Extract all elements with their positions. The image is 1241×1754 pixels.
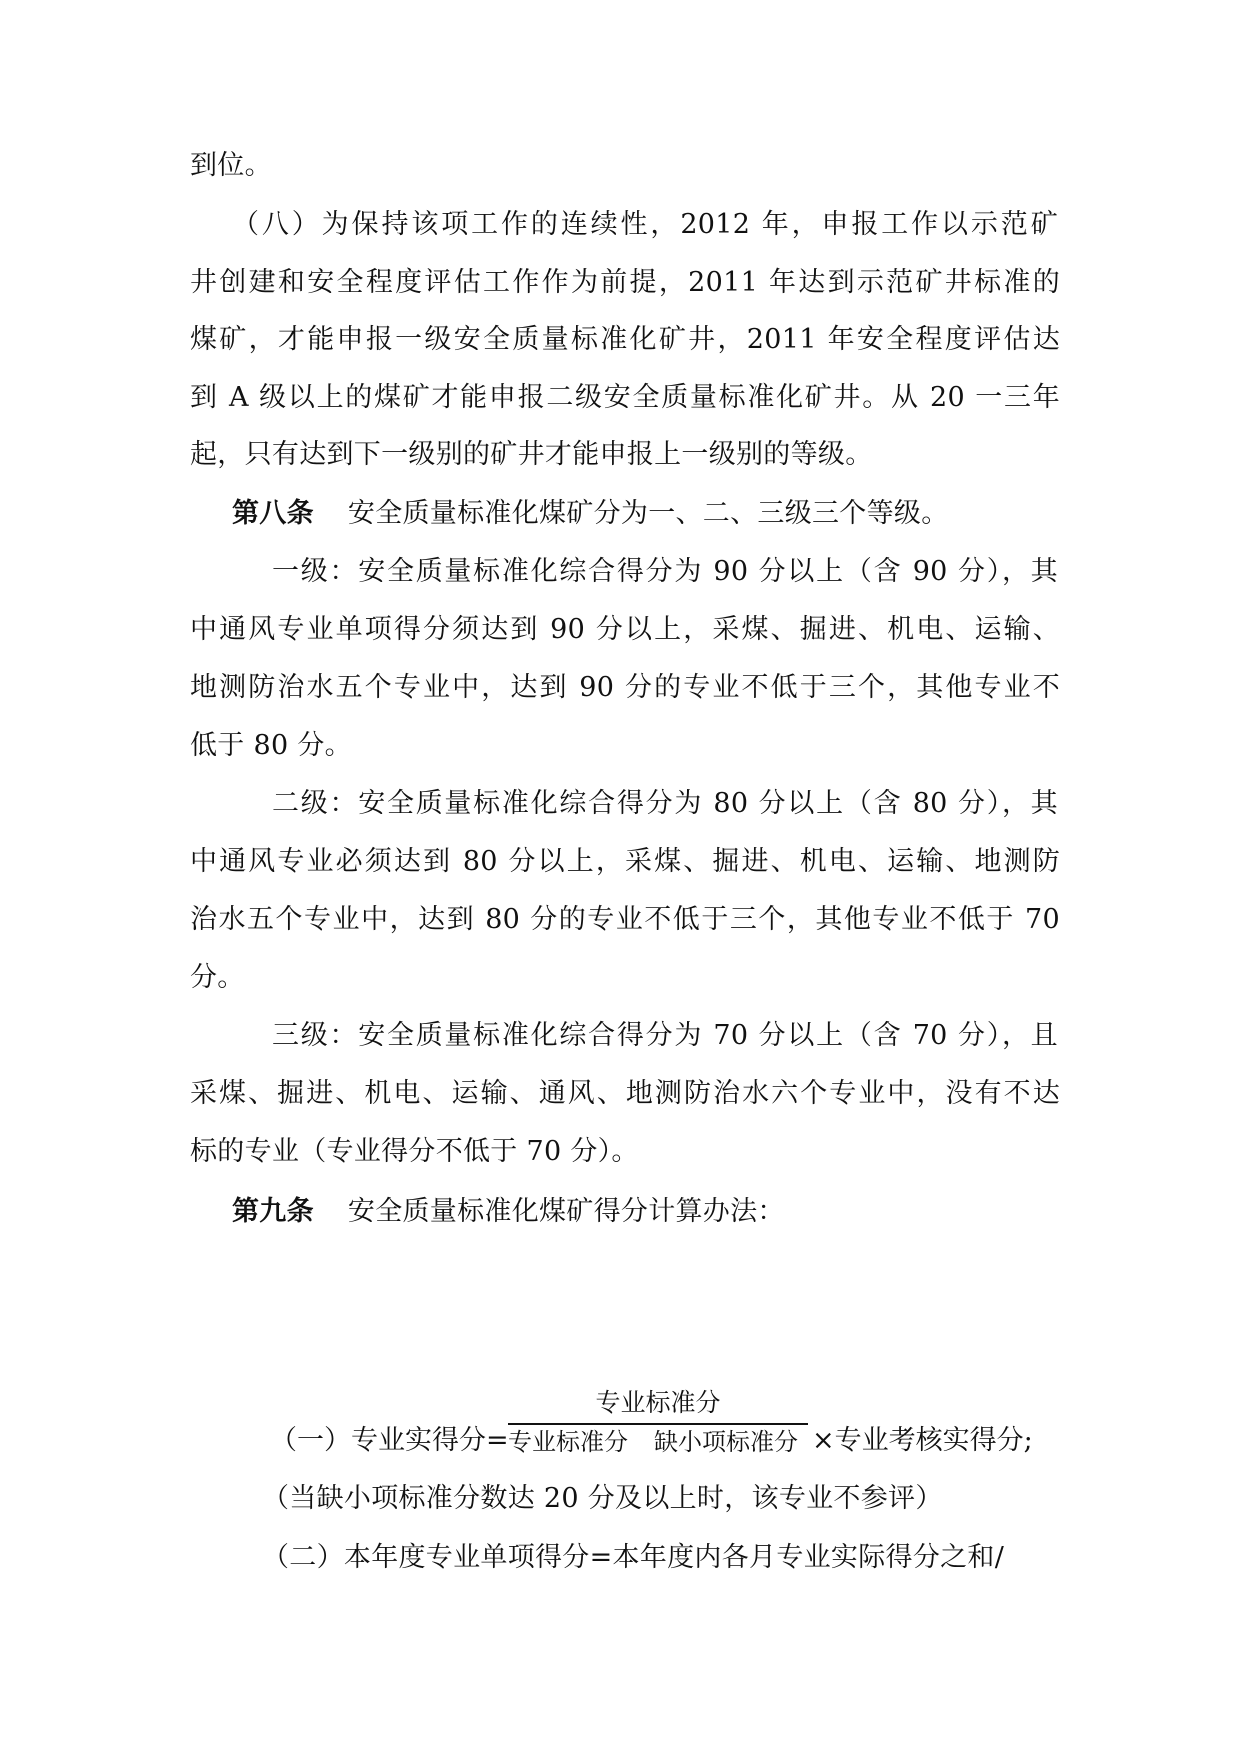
- formula-suffix: ×专业考核实得分;: [812, 1425, 1033, 1456]
- text-line: 到位。: [190, 150, 272, 181]
- formula-denominator: [508, 1425, 808, 1459]
- text-line: 分。: [190, 962, 245, 993]
- article-9-text: 安全质量标准化煤矿得分计算办法：: [347, 1196, 785, 1227]
- text-line: （二）本年度专业单项得分=本年度内各月专业实际得分之和/: [262, 1542, 1005, 1573]
- text-line: （八）为保持该项工作的连续性，2012 年，申报工作以示范矿: [232, 209, 1058, 240]
- article-9: [232, 1192, 1102, 1232]
- article-8-label: 第八条: [232, 498, 314, 529]
- text-line: 低于 80 分。: [190, 730, 352, 761]
- article-8-text: 安全质量标准化煤矿分为一、二、三级三个等级。: [347, 498, 949, 529]
- article-9-label: 第九条: [232, 1196, 314, 1227]
- article-8: [232, 494, 1102, 534]
- formula-note: （当缺小项标准分数达 20 分及以上时，该专业不参评）: [262, 1483, 943, 1514]
- denominator-right: 缺小项标准分: [654, 1428, 798, 1456]
- text-line: 中通风专业单项得分须达到 90 分以上，采煤、掘进、机电、运输、: [190, 614, 1060, 645]
- text-line: 煤矿，才能申报一级安全质量标准化矿井，2011 年安全程度评估达: [190, 324, 1060, 355]
- text-line: 采煤、掘进、机电、运输、通风、地测防治水六个专业中，没有不达: [190, 1078, 1060, 1109]
- text-line: 地测防治水五个专业中，达到 90 分的专业不低于三个，其他专业不: [190, 672, 1060, 703]
- text-line: 到 A 级以上的煤矿才能申报二级安全质量标准化矿井。从 20 一三年: [190, 382, 1060, 413]
- text-line: 标的专业（专业得分不低于 70 分）。: [190, 1136, 639, 1167]
- text-line: 三级：安全质量标准化综合得分为 70 分以上（含 70 分），且: [272, 1020, 1058, 1051]
- text-line: 起，只有达到下一级别的矿井才能申报上一级别的等级。: [190, 439, 873, 470]
- formula-numerator: 专业标准分: [595, 1388, 721, 1417]
- text-line: 二级：安全质量标准化综合得分为 80 分以上（含 80 分），其: [272, 788, 1058, 819]
- text-line: 治水五个专业中，达到 80 分的专业不低于三个，其他专业不低于 70: [190, 904, 1060, 935]
- formula-prefix: （一）专业实得分=: [270, 1425, 509, 1456]
- text-line: 中通风专业必须达到 80 分以上，采煤、掘进、机电、运输、地测防: [190, 846, 1060, 877]
- text-line: 井创建和安全程度评估工作作为前提，2011 年达到示范矿井标准的: [190, 267, 1060, 298]
- text-line: 一级：安全质量标准化综合得分为 90 分以上（含 90 分），其: [272, 556, 1058, 587]
- denominator-left: 专业标准分: [508, 1428, 628, 1456]
